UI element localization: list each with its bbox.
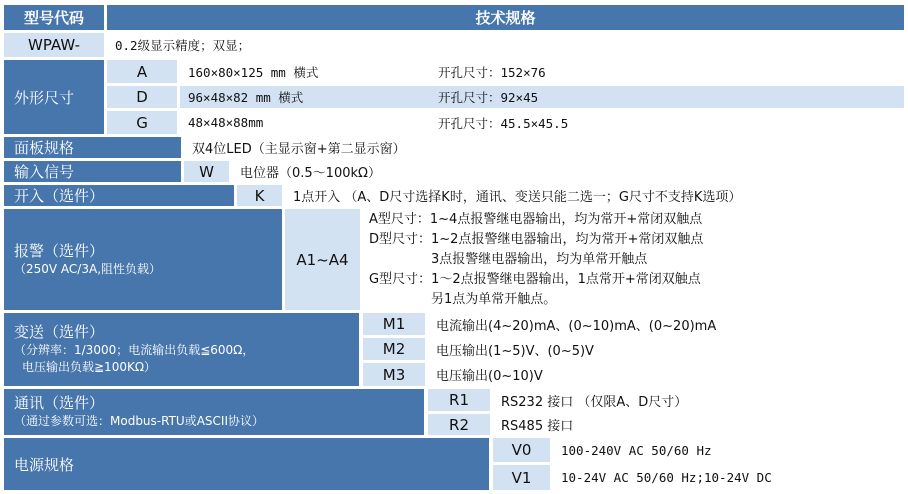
comm-code-r2: R2	[428, 414, 490, 435]
alarm-line-g: G型尺寸：1～2点报警继电器输出，1点常开+常闭双触点	[369, 271, 701, 287]
alarm-line-a: A型尺寸：1~4点报警继电器输出，均为常开+常闭双触点	[369, 211, 703, 227]
power-spec-v0: 100-240V AC 50/60 Hz	[553, 438, 904, 462]
transmit-code-m1: M1	[363, 313, 425, 335]
alarm-label	[4, 209, 282, 310]
switch-input-label: 开入（选件）	[4, 185, 234, 206]
panel-label: 面板规格	[4, 137, 181, 158]
alarm-line-d2: 3点报警继电器输出，均为单常开触点	[431, 251, 648, 267]
comm-code-r1: R1	[428, 389, 490, 411]
input-spec: 电位器（0.5～100kΩ）	[232, 161, 904, 182]
switch-input-spec: 1点开入 （A、D尺寸选择K时，通讯、变送只能二选一；G尺寸不支持K选项）	[285, 185, 904, 206]
transmit-spec-m2: 电压输出(1~5)V、(0~5)V	[428, 338, 904, 360]
model-prefix: WPAW-	[4, 33, 104, 57]
dimension-size-d: 96×48×82 mm 横式	[180, 86, 430, 108]
dimension-cutout-d: 开孔尺寸：92×45	[430, 86, 904, 108]
dimension-code-d: D	[107, 86, 177, 108]
alarm-line-d: D型尺寸：1~2点报警继电器输出，均为常开+常闭双触点	[369, 231, 704, 247]
wpaw-spec: 0.2级显示精度；双显；	[107, 33, 904, 57]
input-label: 输入信号	[4, 161, 181, 182]
power-spec-v1: 10-24V AC 50/60 Hz;10-24V DC	[553, 465, 904, 490]
transmit-sub1: （分辨率：1/3000；电流输出负载≦600Ω，	[14, 343, 255, 357]
header-tech-spec: 技术规格	[107, 5, 904, 30]
power-code-v1: V1	[493, 465, 550, 490]
dimension-code-g: G	[107, 111, 177, 134]
power-code-v0: V0	[493, 438, 550, 462]
header-model-code: 型号代码	[4, 5, 104, 30]
comm-label	[4, 389, 424, 435]
transmit-title: 变送（选件）	[14, 323, 105, 341]
dimension-size-a: 160×80×125 mm 横式	[180, 60, 430, 83]
alarm-sublabel: （250V AC/3A,阻性负载）	[14, 261, 162, 276]
comm-title: 通讯（选件）	[14, 394, 105, 412]
comm-spec-r1: RS232 接口 （仅限A、D尺寸）	[493, 389, 904, 411]
power-label: 电源规格	[4, 438, 489, 490]
dimension-size-g: 48×48×88mm	[180, 111, 430, 134]
dimension-cutout-g: 开孔尺寸：45.5×45.5	[430, 111, 904, 134]
dimension-cutout-a: 开孔尺寸：152×76	[430, 60, 904, 83]
input-code: W	[184, 161, 229, 182]
alarm-title: 报警（选件）	[14, 241, 105, 260]
transmit-code-m2: M2	[363, 338, 425, 360]
transmit-sub2: 电压输出负载≧100KΩ）	[22, 360, 156, 374]
transmit-label	[4, 313, 359, 386]
switch-input-code: K	[237, 185, 282, 206]
alarm-spec	[363, 209, 904, 310]
transmit-spec-m3: 电压输出(0~10)V	[428, 363, 904, 386]
transmit-code-m3: M3	[363, 363, 425, 386]
dimension-code-a: A	[107, 60, 177, 83]
comm-spec-r2: RS485 接口	[493, 414, 904, 435]
comm-sublabel: （通过参数可选：Modbus-RTU或ASCII协议）	[14, 414, 264, 428]
alarm-code: A1~A4	[285, 209, 360, 310]
alarm-line-g2: 另1点为单常开触点。	[431, 291, 557, 307]
dimensions-label: 外形尺寸	[4, 60, 104, 134]
transmit-spec-m1: 电流输出(4~20)mA、(0~10)mA、(0~20)mA	[428, 313, 904, 335]
panel-spec: 双4位LED（主显示窗+第二显示窗）	[184, 137, 904, 158]
